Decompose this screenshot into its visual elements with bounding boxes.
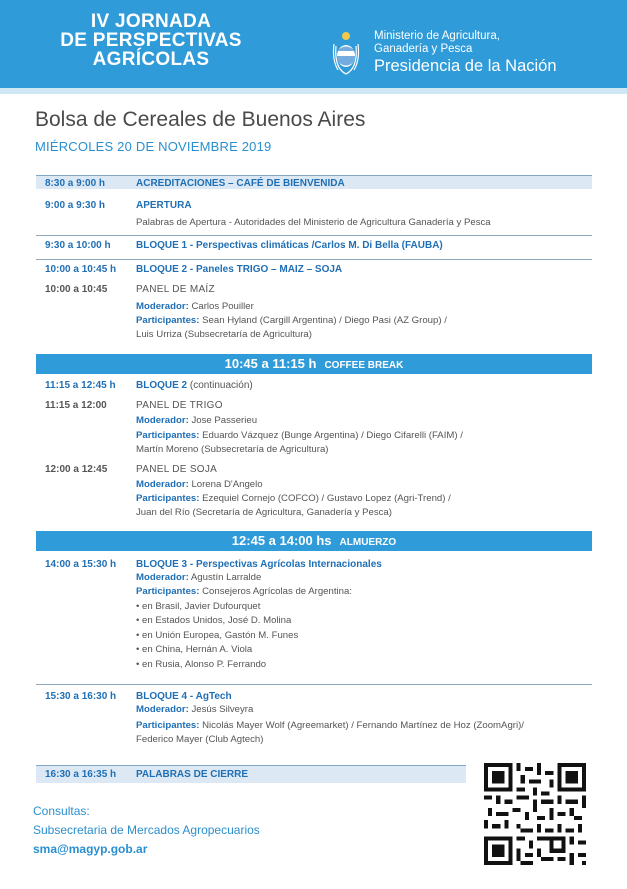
event-title [46,12,256,69]
moderator-label: Moderador: [136,301,189,312]
panel-time: 10:00 a 10:45 [45,284,108,295]
participants-names: Consejeros Agrícolas de Argentina: [202,586,352,597]
panel-title: PANEL DE SOJA [136,464,218,475]
almuerzo-time: 12:45 a 14:00 hs [231,533,332,548]
participants-label: Participantes: [136,430,200,441]
contact-label: Consultas: [33,804,90,818]
moderator-label: Moderador: [136,479,189,490]
ministry-line-1: Ministerio de Agricultura, [374,30,500,42]
list-item: • en Rusia, Alonso P. Ferrando [136,659,267,670]
agenda-title: BLOQUE 1 - Perspectivas climáticas /Carlos M. Di Bella (FAUBA) [136,240,443,251]
agenda-title-note: (continuación) [189,380,253,391]
agenda-row-bloque-2 [36,262,592,344]
agenda-time: 9:00 a 9:30 h [45,200,106,211]
ministry-name [374,30,500,56]
participants-line [136,719,524,733]
agenda-row-bloque-1 [36,238,592,256]
agenda-row-apertura [36,198,592,234]
divider [36,684,592,685]
almuerzo-label: ALMUERZO [339,537,397,548]
ministry-line-2: Ganadería y Pesca [374,43,473,55]
agenda-title: BLOQUE 2 - Paneles TRIGO – MAIZ – SOJA [136,264,343,275]
participants-line [136,429,463,443]
agenda-title: PALABRAS DE CIERRE [136,769,249,780]
agenda-description: Palabras de Apertura - Autoridades del Ministerio de Agricultura Ganadería y Pesca [136,217,491,228]
moderator-name: Jose Passerieu [191,415,258,426]
moderator-line [136,300,254,314]
panel-time: 11:15 a 12:00 [45,400,107,411]
agenda-time: 15:30 a 16:30 h [45,691,117,702]
participants-line: Luis Urriza (Subsecretaría de Agricultura) [136,329,312,340]
agenda-title: ACREDITACIONES – CAFÉ DE BIENVENIDA [136,178,345,189]
moderator-label: Moderador: [136,415,189,426]
participants-names: Sean Hyland (Cargill Argentina) / Diego Pasi (AZ Group) / [202,315,447,326]
moderator-line [136,478,263,492]
agenda-time: 14:00 a 15:30 h [45,559,117,570]
agenda-title-text: BLOQUE 2 [136,380,188,391]
list-item: • en China, Hernán A. Viola [136,644,253,655]
agenda-row-bloque-2-cont [36,378,592,524]
contact-org: Subsecretaria de Mercados Agropecuarios [33,823,260,837]
agenda-title: BLOQUE 3 - Perspectivas Agrícolas Internacionales [136,559,382,570]
participants-line: Federico Mayer (Club Agtech) [136,734,264,745]
agenda-title: BLOQUE 4 - AgTech [136,691,232,702]
venue-title: Bolsa de Cereales de Buenos Aires [35,108,366,131]
agenda-time: 9:30 a 10:00 h [45,240,111,251]
list-item: • en Brasil, Javier Dufourquet [136,601,261,612]
event-date: MIÉRCOLES 20 DE NOVIEMBRE 2019 [35,139,272,154]
moderator-line [136,414,257,428]
moderator-line [136,703,253,717]
moderator-label: Moderador: [136,572,189,583]
participants-line: Martín Moreno (Subsecretaría de Agricultura) [136,444,329,455]
panel-time: 12:00 a 12:45 [45,464,108,475]
moderator-name: Jesús Silveyra [191,704,254,715]
participants-label: Participantes: [136,315,200,326]
moderator-name: Agustín Larralde [190,572,262,583]
moderator-name: Carlos Pouiller [191,301,254,312]
event-title-line-2: DE PERSPECTIVAS [60,30,242,51]
participants-line [136,314,447,328]
coffee-break-band [36,354,592,374]
list-item: • en Estados Unidos, José D. Molina [136,615,292,626]
participants-line [136,585,352,599]
participants-names: Nicolás Mayer Wolf (Agreemarket) / Fernando Martínez de Hoz (ZoomAgri)/ [202,720,524,731]
divider [36,235,592,236]
list-item: • en Unión Europea, Gastón M. Funes [136,630,299,641]
event-title-line-3: AGRÍCOLAS [92,49,210,70]
agenda-row-acreditaciones [36,176,592,190]
header-banner [0,0,627,88]
moderator-label: Moderador: [136,704,189,715]
participants-names: Ezequiel Cornejo (COFCO) / Gustavo Lopez (Agri-Trend) / [202,493,451,504]
contact-email[interactable] [33,840,260,859]
almuerzo-band [36,531,592,551]
agenda-title: APERTURA [136,200,192,211]
participants-line [136,492,451,506]
panel-title: PANEL DE MAÍZ [136,284,215,295]
header-stripe [0,88,627,94]
event-title-line-1: IV JORNADA [90,11,212,32]
moderator-name: Lorena D'Angelo [191,479,263,490]
agenda-time: 11:15 a 12:45 h [45,380,116,391]
argentina-coat-of-arms-icon [330,28,362,76]
participants-label: Participantes: [136,720,200,731]
agenda-title [136,380,253,391]
moderator-line [136,571,261,585]
coffee-break-label: COFFEE BREAK [324,360,404,371]
agenda-time: 10:00 a 10:45 h [45,264,117,275]
qr-code-icon[interactable] [484,763,586,865]
contact-block [33,802,260,859]
email-link[interactable]: sma@magyp.gob.ar [33,842,148,856]
agenda-row-bloque-3 [36,557,592,677]
presidencia-label: Presidencia de la Nación [374,57,557,75]
agenda-row-bloque-4 [36,689,592,749]
participants-label: Participantes: [136,586,200,597]
participants-label: Participantes: [136,493,200,504]
panel-title: PANEL DE TRIGO [136,400,223,411]
agenda-time: 8:30 a 9:00 h [45,178,106,189]
participants-names: Eduardo Vázquez (Bunge Argentina) / Diego Cifarelli (FAIM) / [202,430,463,441]
participants-line: Juan del Río (Secretaría de Agricultura, Ganadería y Pesca) [136,507,392,518]
coffee-break-time: 10:45 a 11:15 h [224,356,317,371]
agenda-time: 16:30 a 16:35 h [45,769,117,780]
divider [36,259,592,260]
